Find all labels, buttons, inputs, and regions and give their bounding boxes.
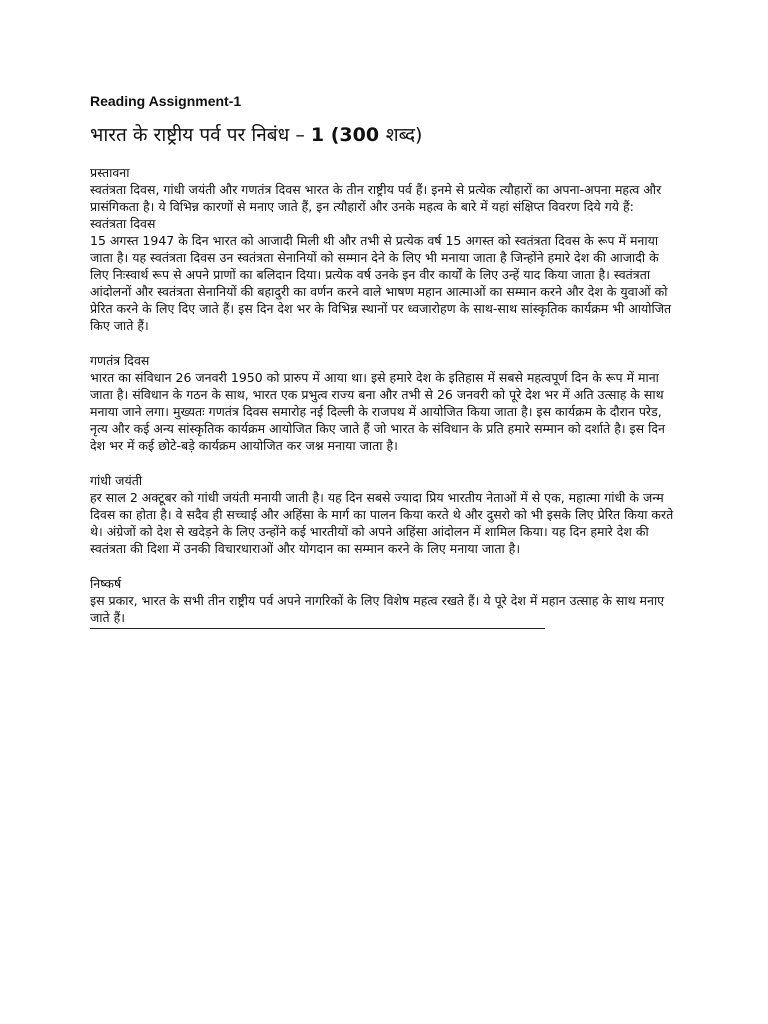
section-gandhi-jayanti (90, 472, 675, 557)
section-paragraph: हर साल 2 अक्टूबर को गांधी जयंती मनायी जाती है। यह दिन सबसे ज्यादा प्रिय भारतीय नेताओं में से एक, महात्मा गांधी के जन्म दिवस का होता है। वे सदैव ही सच्चाई और अहिंसा के मार्ग का पालन किया करते थे और दुसरो को भी इसके लिए प्रेरित किया करते थे। अंग्रेजों को देश से खदेड़ने के लिए उन्होंने कई भारतीयों को अपने अहिंसा आंदोलन में शामिल किया। यह दिन हमारे देश की स्वतंत्रता की दिशा में उनकी विचारधाराओं और योगदान का सम्मान करने के लिए मनाया जाता है। (90, 490, 674, 556)
essay-title-main: भारत के राष्ट्रीय पर्व पर निबंध – (90, 124, 311, 146)
section-paragraph: 15 अगस्त 1947 के दिन भारत को आजादी मिली थी और तभी से प्रत्येक वर्ष 15 अगस्त को स्वतंत्रता दिवस के रूप में मनाया जाता है। यह स्वतंत्रता दिवस उन स्वतंत्रता सेनानियों को सम्मान देने के लिए भी मनाया जाता है जिन्होंने हमारे देश की आजादी के लिए निःस्वार्थ रूप से अपने प्राणों का बलिदान दिया। प्रत्येक वर्ष उनके इन वीर कार्यों के लिए उन्हें याद किया जाता है। स्वतंत्रता आंदोलनों और स्वतंत्रता सेनानियों की बहादुरी का वर्णन करने वाले भाषण महान आत्माओं का सम्मान करने और देश के युवाओं को प्रेरित करने के लिए दिए जाते हैं। इस दिन देश भर के विभिन्न स्थानों पर ध्वजारोहण के साथ-साथ सांस्कृतिक कार्यक्रम भी आयोजित किए जाते हैं। (90, 233, 672, 333)
assignment-label: Reading Assignment-1 (90, 93, 242, 109)
section-introduction (90, 164, 675, 215)
document-content (90, 92, 675, 629)
essay-title (90, 122, 675, 148)
section-heading: स्वतंत्रता दिवस (90, 216, 156, 231)
essay-title-number: 1 (300 (310, 124, 386, 146)
section-heading: प्रस्तावना (90, 165, 130, 180)
closing-rule (90, 628, 545, 629)
section-heading: गांधी जयंती (90, 473, 143, 488)
section-heading: निष्कर्ष (90, 576, 122, 591)
section-paragraph: स्वतंत्रता दिवस, गांधी जयंती और गणतंत्र दिवस भारत के तीन राष्ट्रीय पर्व हैं। इनमे से प्रत्येक त्यौहारों का अपना-अपना महत्व और प्रासंगिकता है। ये विभिन्न कारणों से मनाए जाते हैं, इन त्यौहारों और उनके महत्व के बारे में यहां संक्षिप्त विवरण दिये गये हैं: (90, 182, 662, 214)
section-republic-day (90, 352, 675, 454)
essay-title-tail: शब्द) (385, 124, 423, 146)
section-conclusion (90, 575, 675, 629)
section-heading: गणतंत्र दिवस (90, 353, 150, 368)
section-paragraph: इस प्रकार, भारत के सभी तीन राष्ट्रीय पर्व अपने नागरिकों के लिए विशेष महत्व रखते हैं। ये पूरे देश में महान उत्साह के साथ मनाए जाते हैं। (90, 593, 665, 625)
section-independence-day (90, 215, 675, 334)
section-paragraph: भारत का संविधान 26 जनवरी 1950 को प्रारुप में आया था। इसे हमारे देश के इतिहास में सबसे महत्वपूर्ण दिन के रूप में माना जाता है। संविधान के गठन के साथ, भारत एक प्रभुत्व राज्य बना और तभी से 26 जनवरी को पूरे देश भर में अति उत्साह के साथ मनाया जाने लगा। मुख्यतः गणतंत्र दिवस समारोह नई दिल्ली के राजपथ में आयोजित किया जाता है। इस कार्यक्रम के दौरान परेड, नृत्य और कई अन्य सांस्कृतिक कार्यक्रम आयोजित किए जाते हैं जो भारत के संविधान के प्रति हमारे सम्मान को दर्शाते है। इस दिन देश भर में कई छोटे-बड़े कार्यक्रम आयोजित कर जश्न मनाया जाता है। (90, 370, 665, 453)
